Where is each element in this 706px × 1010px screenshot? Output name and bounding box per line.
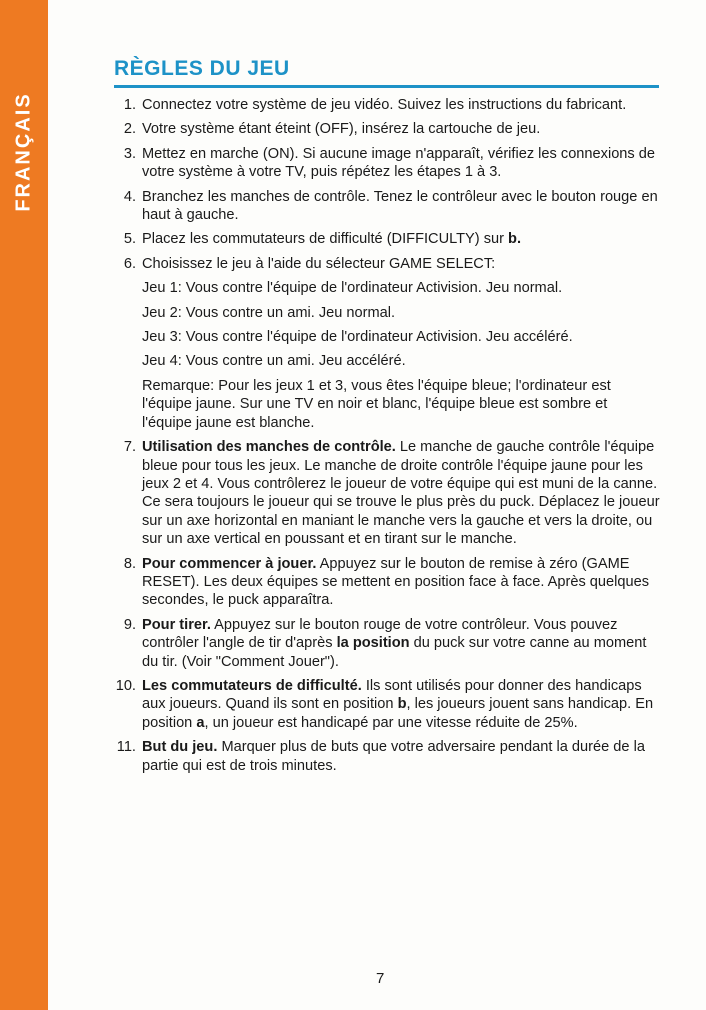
rule-text: Appuyez sur le bouton rouge de votre contrôleur. Vous pouvez contrôler l'angle de tir d'après [142,616,618,652]
game-option-4: Jeu 4: Vous contre un ami. Jeu accéléré. [142,353,406,370]
rule-number: 9. [123,616,136,633]
rule-item-2 [110,120,660,138]
rule-bold-text: a [196,714,205,731]
rule-text: Ils sont utilisés pour donner des handicaps aux joueurs. Quand ils sont en position [142,677,642,713]
rule-item-10 [110,677,660,732]
rule-body [142,230,660,248]
rule-heading: But du jeu. [142,739,218,756]
rule-item-3 [110,145,660,182]
rule-body [142,677,660,732]
rule-body [142,738,660,775]
rule-number: 11. [116,739,136,756]
rule-item-5 [110,230,660,248]
rule-number: 7. [123,439,136,456]
rule-body [142,616,660,671]
rule-number: 10. [115,677,136,694]
title-underline [114,85,659,88]
rule-item-8 [110,555,660,610]
rule-number: 1. [123,97,136,113]
rule-text: Marquer plus de buts que votre adversaire pendant la durée de la partie qui est de trois minutes. [142,739,645,774]
rule-heading: Les commutateurs de difficulté. [142,677,362,694]
language-side-tab [0,0,48,1010]
rule-bold-text: b. [508,231,522,248]
rule-number: 3. [123,145,136,162]
rule-text: , un joueur est handicapé par une vitesse réduite de 25%. [204,714,578,731]
rule-text: Votre système étant éteint (OFF), insérez la cartouche de jeu. [142,121,541,138]
rule-number: 4. [123,188,136,205]
rule-number: 5. [123,231,136,248]
rule-item-9 [110,616,660,671]
rule-text: Choisissez le jeu à l'aide du sélecteur GAME SELECT: [142,255,496,272]
rule-heading: Pour commencer à jouer. [142,555,317,572]
rule-item-11 [110,738,660,775]
language-label: FRANÇAIS [12,92,35,212]
rule-text: , les joueurs jouent sans handicap. En position [142,696,654,731]
rule-item-6 [110,255,660,432]
game-option-2: Jeu 2: Vous contre un ami. Jeu normal. [142,304,396,321]
rule-text: Appuyez sur le bouton de remise à zéro (GAME RESET). Les deux équipes se mettent en position face à face. Après quelques secondes, le puck apparaîtra. [142,555,650,609]
rule-item-7 [110,438,660,548]
rule-text: du puck sur votre canne au moment du tir. (Voir "Comment Jouer"). [142,635,647,670]
rule-text: Connectez votre système de jeu vidéo. Suivez les instructions du fabricant. [142,97,627,113]
rule-bold-text: la position [336,635,410,652]
rule-body [142,438,660,548]
rule-item-1 [110,96,660,114]
rule-heading: Pour tirer. [142,616,211,633]
game-note: Remarque: Pour les jeux 1 et 3, vous êtes l'équipe bleue; l'ordinateur est l'équipe jaune. Sur une TV en noir et blanc, l'équipe bleue est sombre et l'équipe jaune est blanche. [142,377,611,431]
rule-number: 2. [123,121,136,138]
rule-body [142,555,660,610]
rule-bold-text: b [397,696,407,713]
page-number: 7 [376,970,385,987]
rule-item-4 [110,188,660,225]
rule-text: Mettez en marche (ON). Si aucune image n'apparaît, vérifiez les connexions de votre système à votre TV, puis répétez les étapes 1 à 3. [142,145,656,181]
game-option-1: Jeu 1: Vous contre l'équipe de l'ordinateur Activision. Jeu normal. [142,280,563,297]
rule-heading: Utilisation des manches de contrôle. [142,439,396,456]
rule-text: Le manche de gauche contrôle l'équipe bleue pour tous les jeux. Le manche de droite contrôle l'équipe jaune pour les jeux 2 et 4. Vous contrôlerez le joueur de votre équipe qui est muni de la canne. Ce sera toujours le joueur qui se trouve le plus près du puck. Déplacez le joueur sur un axe horizontal en maniant le manche vers la gauche et vers la droite, ou sur un axe vertical en poussant et en tirant sur le manche. [142,439,660,548]
rule-number: 8. [123,555,136,572]
page-title: RÈGLES DU JEU [114,57,290,80]
rule-text: Branchez les manches de contrôle. Tenez le contrôleur avec le bouton rouge en haut à gauche. [142,188,658,224]
game-option-3: Jeu 3: Vous contre l'équipe de l'ordinateur Activision. Jeu accéléré. [142,329,573,346]
rule-number: 6. [123,255,136,272]
rule-text: Placez les commutateurs de difficulté (DIFFICULTY) sur [142,231,509,248]
rules-list [110,96,660,781]
rule-body [142,255,660,432]
